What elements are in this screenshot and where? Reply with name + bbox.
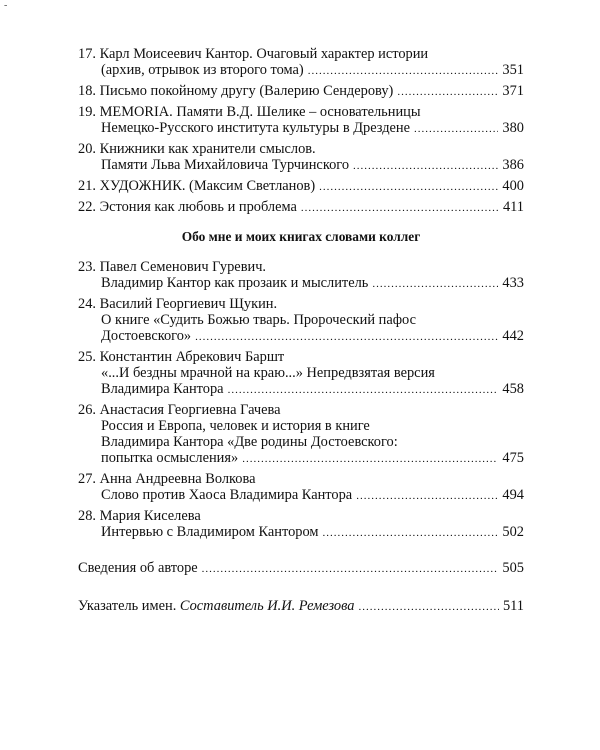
toc-line: [78, 402, 524, 418]
toc-title-text: Эстония как любовь и проблема: [99, 199, 297, 215]
toc-page-number: 400: [502, 178, 524, 194]
toc-line: [78, 381, 524, 398]
toc-page-number: 511: [502, 598, 524, 614]
toc-title-text: Россия и Европа, человек и история в книге: [101, 418, 370, 434]
toc-entry[interactable]: [78, 471, 524, 504]
toc-title: [101, 120, 410, 136]
toc-title-text: Владимир Кантор как прозаик и мыслитель: [101, 275, 369, 291]
toc-title-text: Василий Георгиевич Щукин.: [99, 296, 278, 312]
toc-title: [78, 296, 277, 312]
leader-dots: [242, 451, 498, 467]
toc-title: [101, 328, 191, 344]
toc-title: [101, 524, 319, 540]
toc-bottom-list: [78, 259, 524, 541]
toc-line: [78, 434, 524, 450]
toc-entry[interactable]: [78, 259, 524, 292]
toc-number: 22.: [78, 199, 96, 215]
toc-line: [78, 328, 524, 345]
toc-title-text: Владимира Кантора «Две родины Достоевского:: [101, 434, 398, 450]
toc-line: [78, 62, 524, 79]
toc-title-text: О книге «Судить Божью тварь. Пророческий пафос: [101, 312, 416, 328]
toc-title-text: Немецко-Русского института культуры в Дрездене: [101, 120, 411, 136]
toc-line: [78, 83, 524, 100]
toc-line: [78, 560, 524, 577]
toc-title-text: попытка осмысления»: [101, 450, 239, 466]
toc-title: [101, 157, 349, 173]
toc-entry[interactable]: [78, 141, 524, 174]
toc-title: [78, 46, 428, 62]
toc-title: [78, 199, 297, 215]
toc-page-number: 442: [502, 328, 524, 344]
toc-line: [78, 259, 524, 275]
toc-line: [78, 487, 524, 504]
toc-line: [78, 471, 524, 487]
toc-line: [78, 598, 524, 615]
toc-title: [78, 141, 316, 157]
toc-title-text: Константин Абрекович Баршт: [99, 349, 285, 365]
toc-page-number: 371: [502, 83, 524, 99]
toc-page-number: 458: [502, 381, 524, 397]
leader-dots: [414, 121, 498, 137]
toc-line: [78, 524, 524, 541]
leader-dots: [308, 63, 499, 79]
toc-title: [78, 104, 421, 120]
leader-dots: [358, 599, 498, 615]
toc-number: 18.: [78, 83, 96, 99]
toc-title-text: Мария Киселева: [99, 508, 201, 524]
toc-title: [101, 312, 416, 328]
toc-line: [78, 120, 524, 137]
toc-entry-index[interactable]: [78, 598, 524, 615]
toc-line: [78, 178, 524, 195]
toc-title: [101, 450, 238, 466]
toc-line: [78, 104, 524, 120]
toc-title: [78, 402, 281, 418]
toc-title: [78, 83, 393, 99]
toc-line: [78, 450, 524, 467]
toc-title: [101, 62, 304, 78]
toc-title: [101, 381, 224, 397]
toc-line: [78, 157, 524, 174]
leader-dots: [397, 84, 498, 100]
toc-entry-about-author[interactable]: [78, 560, 524, 577]
index-label: Указатель имен.: [78, 598, 177, 614]
toc-line: [78, 141, 524, 157]
toc-entry[interactable]: [78, 296, 524, 345]
table-of-contents: [78, 46, 524, 619]
toc-title: [101, 434, 398, 450]
toc-entry[interactable]: [78, 104, 524, 137]
leader-dots: [202, 561, 499, 577]
toc-number: 21.: [78, 178, 96, 194]
toc-title: [101, 418, 370, 434]
toc-line: [78, 418, 524, 434]
leader-dots: [356, 488, 498, 504]
toc-page-number: 380: [502, 120, 524, 136]
toc-title: [78, 471, 256, 487]
toc-page-number: 494: [502, 487, 524, 503]
toc-entry[interactable]: [78, 178, 524, 195]
toc-title-text: Карл Моисеевич Кантор. Очаговый характер истории: [99, 46, 429, 62]
toc-title-text: Анна Андреевна Волкова: [99, 471, 256, 487]
toc-page-number: 411: [502, 199, 524, 215]
toc-top-list: [78, 46, 524, 216]
toc-title-text: Памяти Льва Михайловича Турчинского: [101, 157, 350, 173]
toc-number: 17.: [78, 46, 96, 62]
toc-entry[interactable]: [78, 349, 524, 398]
toc-line: [78, 508, 524, 524]
toc-title: [78, 349, 284, 365]
toc-title-text: MEMORIA. Памяти В.Д. Шелике – основательницы: [99, 104, 421, 120]
toc-title-text: Достоевского»: [101, 328, 192, 344]
section-heading: Обо мне и моих книгах словами коллег: [181, 229, 421, 244]
toc-line: [78, 312, 524, 328]
toc-line: [78, 275, 524, 292]
toc-title-text: (архив, отрывок из второго тома): [101, 62, 304, 78]
toc-title: [101, 365, 435, 381]
index-compiler: Составитель И.И. Ремезова: [179, 598, 355, 614]
toc-entry[interactable]: [78, 199, 524, 216]
toc-title: Сведения об авторе: [78, 560, 198, 576]
toc-page-number: 505: [502, 560, 524, 576]
toc-title-text: Павел Семенович Гуревич.: [99, 259, 267, 275]
toc-line: [78, 349, 524, 365]
toc-entry[interactable]: [78, 508, 524, 541]
toc-page-number: 386: [502, 157, 524, 173]
leader-dots: [319, 179, 498, 195]
toc-number: 28.: [78, 508, 96, 524]
toc-title: [78, 598, 354, 614]
toc-page-number: 351: [502, 62, 524, 78]
toc-number: 27.: [78, 471, 96, 487]
toc-title-text: Анастасия Георгиевна Гачева: [99, 402, 281, 418]
toc-line: [78, 296, 524, 312]
toc-title: [78, 178, 315, 194]
toc-page-number: 475: [502, 450, 524, 466]
toc-title: [101, 487, 352, 503]
corner-mark: -: [4, 0, 8, 11]
toc-entry[interactable]: [78, 402, 524, 467]
leader-dots: [372, 276, 498, 292]
toc-title: [101, 275, 368, 291]
toc-entry[interactable]: [78, 46, 524, 79]
toc-number: 26.: [78, 402, 96, 418]
toc-line: [78, 46, 524, 62]
toc-entry[interactable]: [78, 83, 524, 100]
leader-dots: [301, 200, 499, 216]
toc-title-text: Письмо покойному другу (Валерию Сендерову): [99, 83, 394, 99]
toc-line: [78, 365, 524, 381]
toc-number: 19.: [78, 104, 96, 120]
toc-line: [78, 199, 524, 216]
toc-title: [78, 259, 266, 275]
toc-title-text: «...И бездны мрачной на краю...» Непредвзятая версия: [101, 365, 435, 381]
toc-number: 24.: [78, 296, 96, 312]
toc-page-number: 433: [502, 275, 524, 291]
toc-title: [78, 508, 201, 524]
toc-title-text: ХУДОЖНИК. (Максим Светланов): [99, 178, 316, 194]
toc-title-text: Владимира Кантора: [101, 381, 224, 397]
toc-number: 25.: [78, 349, 96, 365]
toc-title-text: Интервью с Владимиром Кантором: [101, 524, 319, 540]
leader-dots: [195, 329, 498, 345]
leader-dots: [228, 382, 499, 398]
toc-title-text: Книжники как хранители смыслов.: [99, 141, 316, 157]
toc-number: 23.: [78, 259, 96, 275]
toc-number: 20.: [78, 141, 96, 157]
toc-page-number: 502: [502, 524, 524, 540]
leader-dots: [353, 158, 498, 174]
toc-title-text: Слово против Хаоса Владимира Кантора: [101, 487, 353, 503]
leader-dots: [323, 525, 499, 541]
